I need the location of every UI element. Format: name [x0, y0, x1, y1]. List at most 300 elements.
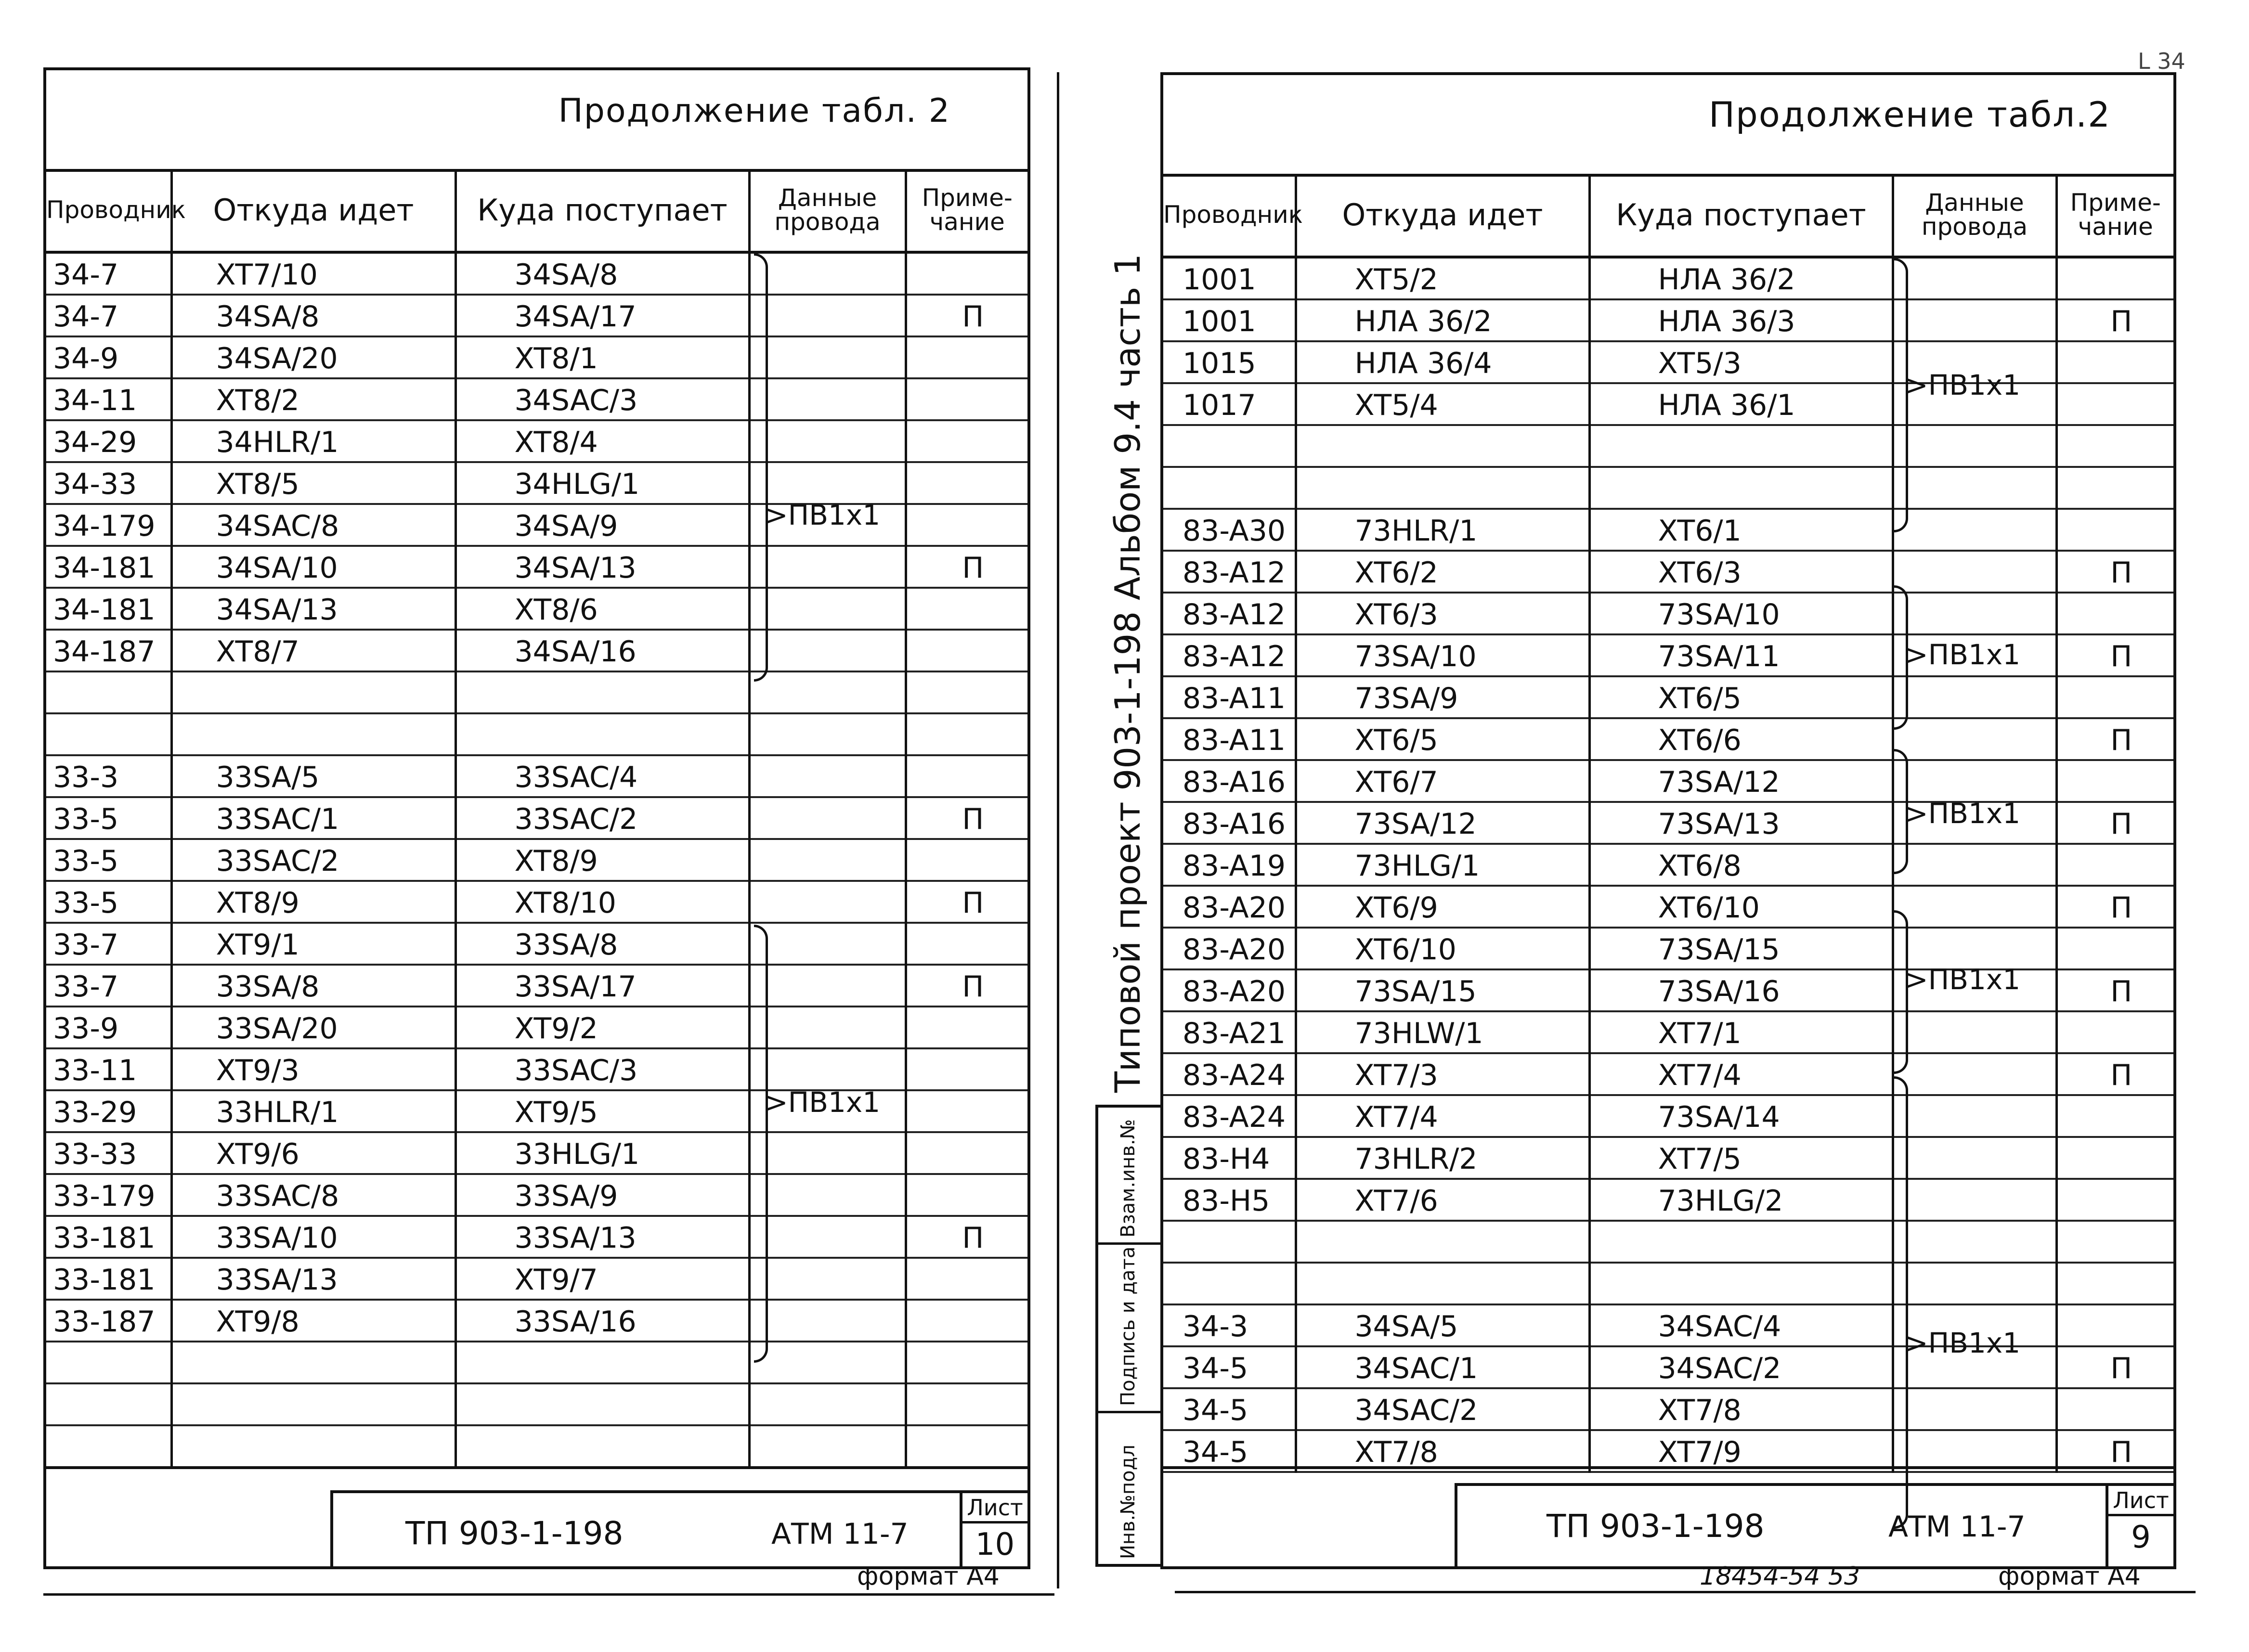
wire-data-cell	[1893, 886, 2056, 928]
note-cell	[2056, 425, 2173, 467]
from-cell: 73SA/12	[1296, 802, 1589, 844]
conductor-cell: 83-A20	[1163, 886, 1296, 928]
table-row	[46, 755, 1027, 797]
note-cell	[2056, 1388, 2173, 1430]
to-cell	[455, 1425, 749, 1467]
wire-data-cell	[1893, 1221, 2056, 1263]
note-cell: П	[906, 797, 1027, 839]
wire-data-cell	[749, 1425, 906, 1467]
from-cell: 34SA/20	[171, 336, 455, 378]
note-cell	[2056, 760, 2173, 802]
right-archive-number: 18454-54 53	[1700, 1562, 1860, 1591]
note-cell	[906, 1300, 1027, 1342]
from-cell: XT9/8	[171, 1300, 455, 1342]
table-row	[46, 1174, 1027, 1216]
from-cell: 33SA/5	[171, 755, 455, 797]
note-cell	[906, 336, 1027, 378]
right-wire-label-1: >ПВ1х1	[1905, 369, 2021, 401]
wire-data-cell	[1893, 509, 2056, 551]
table-row	[46, 1090, 1027, 1132]
left-bracket-2	[754, 925, 768, 1363]
wire-data-cell	[749, 1174, 906, 1216]
right-baseline	[1175, 1591, 2196, 1593]
note-cell	[906, 1383, 1027, 1425]
approval-cell-inventory	[1098, 1411, 1160, 1564]
note-cell	[906, 755, 1027, 797]
to-cell: XT8/6	[455, 588, 749, 630]
note-cell	[2056, 928, 2173, 969]
table-row	[1163, 718, 2173, 760]
note-cell	[906, 1258, 1027, 1300]
to-cell: 33SA/13	[455, 1216, 749, 1258]
wire-data-cell	[1893, 1263, 2056, 1304]
approval-cell-replace	[1098, 1108, 1160, 1245]
conductor-cell: 33-181	[46, 1258, 171, 1300]
note-cell: П	[2056, 1346, 2173, 1388]
from-cell: 33SA/8	[171, 965, 455, 1007]
fold-line	[1057, 72, 1059, 1588]
from-cell: 34SAC/8	[171, 504, 455, 546]
wire-data-cell	[749, 1132, 906, 1174]
to-cell: XT8/10	[455, 881, 749, 923]
header-to: Куда поступает	[1589, 174, 1893, 257]
left-sheet-box	[960, 1493, 1027, 1566]
from-cell: XT9/1	[171, 923, 455, 965]
wire-data-cell	[749, 378, 906, 420]
right-sheet-label: Лист	[2108, 1486, 2173, 1516]
conductor-cell: 1001	[1163, 257, 1296, 299]
from-cell: 34SA/5	[1296, 1304, 1589, 1346]
from-cell: XT6/2	[1296, 551, 1589, 593]
wire-data-cell	[749, 1342, 906, 1383]
table-row	[46, 923, 1027, 965]
approval-text-inventory: Инв.№подл	[1117, 1445, 1139, 1559]
note-cell	[906, 713, 1027, 755]
conductor-cell: 33-7	[46, 965, 171, 1007]
header-wire-data: Данные провода	[1893, 174, 2056, 257]
to-cell: 34HLG/1	[455, 462, 749, 504]
from-cell	[1296, 1263, 1589, 1304]
wire-data-cell	[1893, 467, 2056, 509]
wire-data-cell	[1893, 1095, 2056, 1137]
to-cell: НЛА 36/1	[1589, 383, 1893, 425]
from-cell: 34SAC/2	[1296, 1388, 1589, 1430]
to-cell: 34SA/16	[455, 630, 749, 671]
conductor-cell: 34-9	[46, 336, 171, 378]
note-cell	[906, 1007, 1027, 1048]
table-row	[1163, 593, 2173, 634]
to-cell	[1589, 425, 1893, 467]
note-cell	[2056, 1095, 2173, 1137]
conductor-cell: 34-181	[46, 546, 171, 588]
note-cell: П	[906, 1216, 1027, 1258]
from-cell	[1296, 425, 1589, 467]
from-cell: 34SA/10	[171, 546, 455, 588]
conductor-cell: 83-A30	[1163, 509, 1296, 551]
to-cell: 73SA/12	[1589, 760, 1893, 802]
from-cell: XT9/3	[171, 1048, 455, 1090]
table-row	[1163, 1430, 2173, 1472]
conductor-cell: 83-A24	[1163, 1095, 1296, 1137]
to-cell: 34SA/9	[455, 504, 749, 546]
to-cell: 33SAC/4	[455, 755, 749, 797]
from-cell: XT7/3	[1296, 1053, 1589, 1095]
note-cell	[906, 462, 1027, 504]
left-wire-label-1: >ПВ1х1	[765, 499, 881, 531]
note-cell	[2056, 383, 2173, 425]
table-row	[46, 1132, 1027, 1174]
to-cell: 34SA/13	[455, 546, 749, 588]
wire-data-cell	[749, 336, 906, 378]
conductor-cell: 34-11	[46, 378, 171, 420]
note-cell: П	[2056, 299, 2173, 341]
to-cell: XT9/5	[455, 1090, 749, 1132]
to-cell	[1589, 1221, 1893, 1263]
conductor-cell: 33-5	[46, 839, 171, 881]
table-row	[46, 839, 1027, 881]
table-row	[46, 1258, 1027, 1300]
table-row	[46, 797, 1027, 839]
table-row	[46, 1216, 1027, 1258]
left-bottom-rule	[46, 1466, 1027, 1469]
from-cell	[171, 671, 455, 713]
to-cell: XT6/3	[1589, 551, 1893, 593]
left-stamp-doc: АТМ 11-7	[771, 1517, 909, 1551]
to-cell	[455, 713, 749, 755]
to-cell: 73SA/11	[1589, 634, 1893, 676]
right-wire-table	[1163, 174, 2173, 1473]
note-cell: П	[2056, 802, 2173, 844]
right-table-header	[1163, 174, 2173, 257]
wire-data-cell	[1893, 551, 2056, 593]
from-cell: XT5/2	[1296, 257, 1589, 299]
wire-data-cell	[1893, 676, 2056, 718]
header-wire-data: Данные провода	[749, 169, 906, 252]
left-sheet-number: 10	[975, 1527, 1015, 1562]
note-cell	[2056, 1263, 2173, 1304]
note-cell	[2056, 844, 2173, 886]
to-cell: 33SA/9	[455, 1174, 749, 1216]
to-cell: XT6/1	[1589, 509, 1893, 551]
conductor-cell: 33-11	[46, 1048, 171, 1090]
table-row	[46, 1342, 1027, 1383]
note-cell	[906, 252, 1027, 295]
wire-data-cell	[1893, 425, 2056, 467]
wire-data-cell	[749, 1007, 906, 1048]
table-row	[1163, 1346, 2173, 1388]
right-sheet-number: 9	[2131, 1520, 2151, 1555]
to-cell: XT6/10	[1589, 886, 1893, 928]
note-cell	[2056, 341, 2173, 383]
table-row	[1163, 676, 2173, 718]
from-cell: 33HLR/1	[171, 1090, 455, 1132]
to-cell: XT5/3	[1589, 341, 1893, 383]
note-cell	[906, 1425, 1027, 1467]
from-cell: 33SAC/8	[171, 1174, 455, 1216]
left-sheet	[43, 67, 1030, 1569]
wire-data-cell	[749, 588, 906, 630]
conductor-cell: 34-7	[46, 252, 171, 295]
note-cell	[906, 1132, 1027, 1174]
conductor-cell: 83-A11	[1163, 676, 1296, 718]
wire-data-cell	[749, 965, 906, 1007]
table-row	[1163, 467, 2173, 509]
conductor-cell: 1001	[1163, 299, 1296, 341]
wire-data-cell	[1893, 1430, 2056, 1472]
table-row	[46, 1383, 1027, 1425]
wire-data-cell	[749, 671, 906, 713]
note-cell: П	[906, 546, 1027, 588]
to-cell: 33SAC/2	[455, 797, 749, 839]
from-cell: 34SA/13	[171, 588, 455, 630]
table-row	[1163, 844, 2173, 886]
table-row	[46, 504, 1027, 546]
right-sheet-box	[2106, 1486, 2173, 1566]
wire-data-cell	[749, 295, 906, 336]
conductor-cell: 34-5	[1163, 1388, 1296, 1430]
conductor-cell	[1163, 1263, 1296, 1304]
note-cell	[906, 839, 1027, 881]
to-cell: 34SAC/2	[1589, 1346, 1893, 1388]
to-cell: НЛА 36/3	[1589, 299, 1893, 341]
to-cell: 33SA/8	[455, 923, 749, 965]
from-cell	[1296, 1221, 1589, 1263]
from-cell: 34SA/8	[171, 295, 455, 336]
conductor-cell: 33-181	[46, 1216, 171, 1258]
note-cell: П	[906, 881, 1027, 923]
table-row	[46, 378, 1027, 420]
table-row	[1163, 928, 2173, 969]
header-note: Приме-чание	[906, 169, 1027, 252]
conductor-cell: 83-A11	[1163, 718, 1296, 760]
table-row	[1163, 383, 2173, 425]
conductor-cell: 34-29	[46, 420, 171, 462]
table-row	[46, 671, 1027, 713]
conductor-cell: 33-7	[46, 923, 171, 965]
table-row	[46, 546, 1027, 588]
to-cell: 73SA/14	[1589, 1095, 1893, 1137]
to-cell: XT9/7	[455, 1258, 749, 1300]
note-cell	[2056, 257, 2173, 299]
table-row	[1163, 1137, 2173, 1179]
from-cell: 73HLW/1	[1296, 1011, 1589, 1053]
conductor-cell: 83-H4	[1163, 1137, 1296, 1179]
note-cell: П	[2056, 718, 2173, 760]
conductor-cell: 34-33	[46, 462, 171, 504]
table-row	[46, 252, 1027, 295]
wire-data-cell	[749, 839, 906, 881]
note-cell	[2056, 509, 2173, 551]
table-row	[46, 881, 1027, 923]
to-cell: XT6/6	[1589, 718, 1893, 760]
wire-data-cell	[1893, 1137, 2056, 1179]
from-cell: XT6/3	[1296, 593, 1589, 634]
conductor-cell: 83-A20	[1163, 928, 1296, 969]
note-cell: П	[906, 295, 1027, 336]
wire-data-cell	[749, 1048, 906, 1090]
table-row	[1163, 425, 2173, 467]
right-sheet-title	[1163, 75, 2173, 177]
from-cell: XT7/10	[171, 252, 455, 295]
to-cell: 73SA/16	[1589, 969, 1893, 1011]
header-conductor: Проводник	[1163, 174, 1296, 257]
from-cell: 33SA/13	[171, 1258, 455, 1300]
table-row	[1163, 1011, 2173, 1053]
from-cell: XT6/5	[1296, 718, 1589, 760]
table-row	[46, 1007, 1027, 1048]
conductor-cell: 83-A20	[1163, 969, 1296, 1011]
from-cell	[171, 713, 455, 755]
left-format: формат А4	[857, 1562, 1000, 1591]
wire-data-cell	[749, 881, 906, 923]
note-cell	[906, 630, 1027, 671]
from-cell: XT7/4	[1296, 1095, 1589, 1137]
note-cell	[906, 1048, 1027, 1090]
right-bracket-5	[1894, 1076, 1908, 1529]
to-cell: 73SA/13	[1589, 802, 1893, 844]
from-cell: НЛА 36/2	[1296, 299, 1589, 341]
wire-data-cell	[749, 546, 906, 588]
note-cell	[2056, 1221, 2173, 1263]
table-row	[1163, 509, 2173, 551]
conductor-cell	[46, 713, 171, 755]
conductor-cell	[1163, 425, 1296, 467]
conductor-cell: 34-179	[46, 504, 171, 546]
conductor-cell: 83-A12	[1163, 551, 1296, 593]
conductor-cell: 83-A19	[1163, 844, 1296, 886]
table-row	[46, 1300, 1027, 1342]
conductor-cell: 83-A21	[1163, 1011, 1296, 1053]
conductor-cell: 83-A12	[1163, 593, 1296, 634]
right-title-text: Продолжение табл.2	[1708, 94, 2111, 135]
from-cell: 73HLR/1	[1296, 509, 1589, 551]
from-cell: 33SA/10	[171, 1216, 455, 1258]
from-cell: 33SAC/2	[171, 839, 455, 881]
to-cell	[455, 671, 749, 713]
left-title-text: Продолжение табл. 2	[558, 92, 950, 130]
left-sheet-title	[46, 70, 1027, 172]
note-cell	[2056, 467, 2173, 509]
from-cell: XT7/6	[1296, 1179, 1589, 1221]
wire-data-cell	[749, 462, 906, 504]
note-cell	[906, 1174, 1027, 1216]
right-wire-label-4: >ПВ1х1	[1905, 963, 2021, 996]
from-cell: XT7/8	[1296, 1430, 1589, 1472]
left-table-header	[46, 169, 1027, 252]
to-cell: XT7/9	[1589, 1430, 1893, 1472]
to-cell: XT7/1	[1589, 1011, 1893, 1053]
note-cell: П	[2056, 1430, 2173, 1472]
wire-data-cell	[1893, 1388, 2056, 1430]
to-cell: 34SA/17	[455, 295, 749, 336]
note-cell: П	[2056, 886, 2173, 928]
from-cell	[171, 1383, 455, 1425]
to-cell: 34SAC/3	[455, 378, 749, 420]
conductor-cell: 33-3	[46, 755, 171, 797]
wire-data-cell	[1893, 1053, 2056, 1095]
table-row	[1163, 551, 2173, 593]
corner-mark: L 34	[2138, 48, 2185, 74]
to-cell	[455, 1383, 749, 1425]
to-cell: 33SAC/3	[455, 1048, 749, 1090]
note-cell	[2056, 1011, 2173, 1053]
from-cell: XT8/9	[171, 881, 455, 923]
to-cell	[455, 1342, 749, 1383]
conductor-cell: 83-A16	[1163, 760, 1296, 802]
from-cell: XT8/7	[171, 630, 455, 671]
from-cell: 73SA/15	[1296, 969, 1589, 1011]
from-cell: XT6/9	[1296, 886, 1589, 928]
conductor-cell: 33-9	[46, 1007, 171, 1048]
note-cell	[906, 588, 1027, 630]
note-cell: П	[2056, 1053, 2173, 1095]
from-cell: НЛА 36/4	[1296, 341, 1589, 383]
wire-data-cell	[749, 420, 906, 462]
note-cell	[2056, 676, 2173, 718]
table-row	[1163, 341, 2173, 383]
table-row	[46, 1048, 1027, 1090]
conductor-cell	[1163, 1221, 1296, 1263]
to-cell: XT6/8	[1589, 844, 1893, 886]
table-row	[1163, 1053, 2173, 1095]
from-cell: 34HLR/1	[171, 420, 455, 462]
table-row	[1163, 969, 2173, 1011]
note-cell	[2056, 1304, 2173, 1346]
conductor-cell	[46, 1383, 171, 1425]
to-cell: XT7/5	[1589, 1137, 1893, 1179]
from-cell: XT6/7	[1296, 760, 1589, 802]
note-cell: П	[906, 965, 1027, 1007]
table-row	[1163, 802, 2173, 844]
to-cell	[1589, 467, 1893, 509]
conductor-cell	[1163, 467, 1296, 509]
wire-data-cell	[1893, 844, 2056, 886]
note-cell	[2056, 1137, 2173, 1179]
table-row	[1163, 1263, 2173, 1304]
note-cell	[906, 378, 1027, 420]
table-row	[1163, 886, 2173, 928]
note-cell: П	[2056, 551, 2173, 593]
conductor-cell: 1015	[1163, 341, 1296, 383]
to-cell: XT7/4	[1589, 1053, 1893, 1095]
table-row	[1163, 257, 2173, 299]
wire-data-cell	[1893, 299, 2056, 341]
conductor-cell: 83-A12	[1163, 634, 1296, 676]
from-cell: 73HLG/1	[1296, 844, 1589, 886]
conductor-cell	[46, 1342, 171, 1383]
from-cell: 34SAC/1	[1296, 1346, 1589, 1388]
note-cell	[2056, 593, 2173, 634]
left-title-block	[330, 1490, 1027, 1566]
right-title-block	[1455, 1483, 2173, 1566]
from-cell	[171, 1342, 455, 1383]
table-row	[1163, 1179, 2173, 1221]
table-row	[46, 588, 1027, 630]
note-cell	[906, 1342, 1027, 1383]
note-cell	[906, 671, 1027, 713]
conductor-cell: 34-7	[46, 295, 171, 336]
table-row	[1163, 1388, 2173, 1430]
left-sheet-label: Лист	[962, 1493, 1027, 1523]
conductor-cell: 33-5	[46, 881, 171, 923]
wire-data-cell	[1893, 1011, 2056, 1053]
note-cell	[2056, 1179, 2173, 1221]
left-wire-label-2: >ПВ1х1	[765, 1086, 881, 1119]
header-to: Куда поступает	[455, 169, 749, 252]
wire-data-cell	[1893, 718, 2056, 760]
from-cell: XT9/6	[171, 1132, 455, 1174]
note-cell	[906, 923, 1027, 965]
